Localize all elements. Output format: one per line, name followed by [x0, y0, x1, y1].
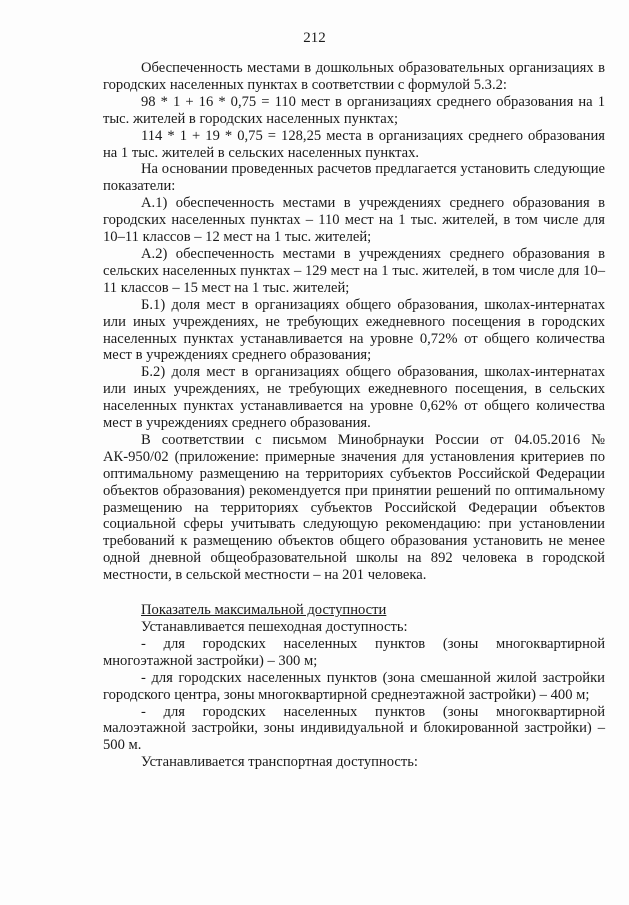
document-body — [103, 60, 605, 771]
paragraph: 114 * 1 + 19 * 0,75 = 128,25 места в организациях среднего образования на 1 тыс. жителей в сельских населенных пунктах. — [103, 127, 605, 161]
paragraph: Устанавливается пешеходная доступность: — [141, 619, 408, 635]
paragraph: Обеспеченность местами в дошкольных образовательных организациях в городских населенных пунктах в соответствии с формулой 5.3.2: — [103, 60, 605, 93]
paragraph: А.1) обеспеченность местами в учреждениях среднего образования в городских населенных пунктах – 110 мест на 1 тыс. жителей, в том числе для 10–11 классов – 12 мест на 1 тыс. жителей; — [103, 195, 605, 246]
paragraph: Б.1) доля мест в организациях общего образования, школах-интернатах или иных учреждениях, не требующих ежедневного посещения в городских населенных пунктах устанавливается на уровне 0,72% от общего количества мест в учреждениях среднего образования; — [103, 296, 605, 364]
paragraph: В соответствии с письмом Минобрнауки России от 04.05.2016 № АК-950/02 (приложение: примерные значения для установления критериев по оптимальному размещению на территориях субъектов Российской Федерации объектов образования) рекомендуется при принятии решений по оптимальному размещению на территориях субъектов Российской Федерации объектов социальной сферы учитывать следующую рекомендацию: при установлении требований к размещению объектов общего образования установить не менее одной дневной общеобразовательной школы на 892 человека в городской местности, в сельской местности – на 201 человека. — [103, 431, 605, 584]
list-item: - для городских населенных пунктов (зоны многоквартирной многоэтажной застройки) – 300 м; — [103, 635, 605, 669]
paragraph: На основании проведенных расчетов предлагается установить следующие показатели: — [103, 161, 605, 195]
list-item: - для городских населенных пунктов (зоны многоквартирной малоэтажной застройки, зоны индивидуальной и блокированной застройки) – 500 м. — [103, 703, 605, 754]
paragraph: Устанавливается транспортная доступность: — [141, 754, 418, 771]
paragraph: Б.2) доля мест в организациях общего образования, школах-интернатах или иных учреждениях, не требующих ежедневного посещения, в сельских населенных пунктах устанавливается на уровне 0,62% от общего количества мест в учреждениях среднего образования. — [103, 364, 605, 432]
paragraph: А.2) обеспеченность местами в учреждениях среднего образования в сельских населенных пунктах – 129 мест на 1 тыс. жителей, в том числе для 10–11 классов – 15 мест на 1 тыс. жителей; — [103, 245, 605, 296]
list-item: - для городских населенных пунктов (зона смешанной жилой застройки городского центра, зоны многоквартирной среднеэтажной застройки) – 400 м; — [103, 669, 605, 703]
paragraph: 98 * 1 + 16 * 0,75 = 110 мест в организациях среднего образования на 1 тыс. жителей в городских населенных пунктах; — [103, 93, 605, 127]
paragraph-gap — [103, 584, 605, 602]
page-number: 212 — [303, 30, 326, 46]
section-heading: Показатель максимальной доступности — [141, 602, 387, 619]
